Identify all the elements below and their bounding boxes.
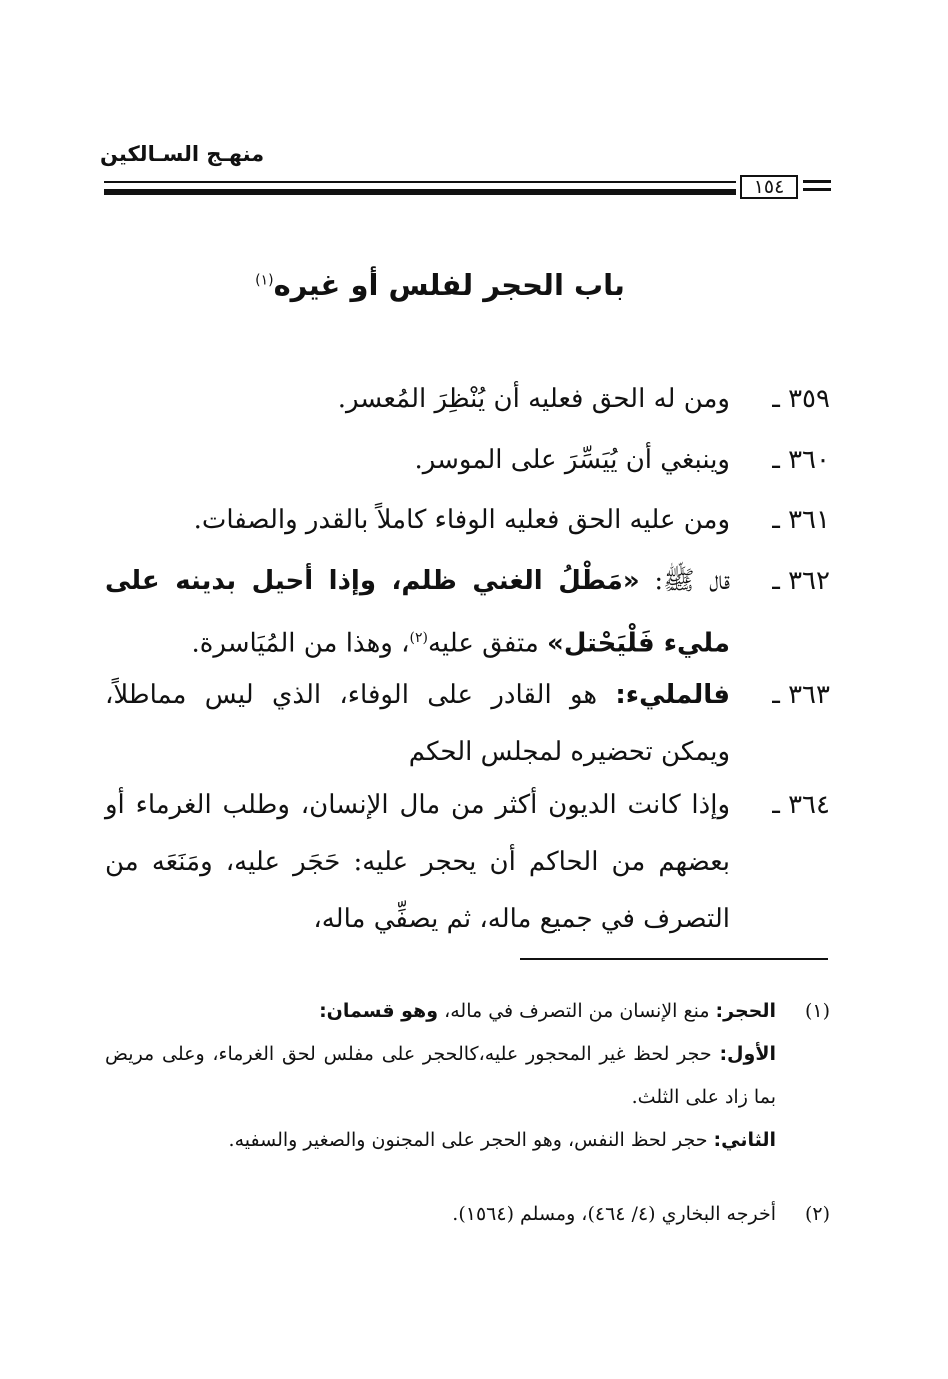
- footnote-ref: (٢): [409, 630, 428, 646]
- paragraph-number: ٣٦٠ ـ: [772, 445, 830, 475]
- paragraph-text: وإذا كانت الديون أكثر من مال الإنسان، وطلب الغرماء أو بعضهم من الحاكم أن يحجر عليه: حَجَر عليه، ومَنَعَه من التصرف في جميع ماله، ثم يصفِّي ماله،: [105, 790, 730, 934]
- header-rule-thick: [104, 189, 736, 195]
- paragraph-number: ٣٦٤ ـ: [772, 790, 830, 820]
- footnote-sub-text: حجر لحظ النفس، وهو الحجر على المجنون والصغير والسفيه.: [228, 1129, 714, 1151]
- footnote: [105, 1193, 830, 1236]
- footnote-separator: [520, 958, 828, 960]
- paragraph-text: وينبغي أن يُيَسِّرَ على الموسر.: [414, 445, 730, 475]
- footnote-bold-tail: وهو قسمان:: [319, 1000, 439, 1022]
- footnote-term: الحجر:: [715, 1000, 776, 1022]
- footnote-number: (٢): [804, 1203, 830, 1225]
- numbered-paragraph: [105, 553, 830, 673]
- footnote-line: [105, 1119, 776, 1162]
- footnote-line: [105, 990, 776, 1033]
- paragraph-text: ومن عليه الحق فعليه الوفاء كاملاً بالقدر والصفات.: [193, 505, 730, 535]
- paragraph-text: [105, 553, 730, 673]
- footnote-line: [105, 1033, 776, 1119]
- running-header-title: منهـج السـالكين: [100, 142, 265, 166]
- definition-text: هو القادر على الوفاء، الذي ليس مماطلاً، ويمكن تحضيره لمجلس الحكم: [105, 680, 730, 767]
- chapter-title: [200, 268, 680, 302]
- numbered-paragraph: [105, 432, 830, 489]
- numbered-paragraph: [105, 371, 830, 428]
- paragraph-number: ٣٥٩ ـ: [772, 384, 830, 414]
- footnote-text: أخرجه البخاري (٤/ ٤٦٤)، ومسلم (١٥٦٤).: [452, 1203, 776, 1225]
- header-rule-thin: [104, 181, 736, 183]
- footnote-text: [105, 990, 776, 1162]
- paragraph-text: ومن له الحق فعليه أن يُنْظِرَ المُعسر.: [337, 384, 730, 414]
- numbered-paragraph: [105, 667, 830, 781]
- footnote-sub-label: الثاني:: [713, 1129, 776, 1151]
- numbered-paragraph: [105, 492, 830, 549]
- paragraph-number: ٣٦١ ـ: [772, 505, 830, 535]
- paragraph-text-source: متفق عليه: [427, 628, 548, 659]
- paragraph-number: ٣٦٣ ـ: [772, 680, 830, 710]
- paragraph-number: ٣٦٢ ـ: [772, 566, 830, 596]
- footnote-definition: منع الإنسان من التصرف في ماله،: [438, 1000, 716, 1022]
- paragraph-text-tail: ، وهذا من المُيَاسرة.: [191, 628, 410, 659]
- page-number: ١٥٤: [740, 175, 798, 199]
- footnote: [105, 990, 830, 1162]
- paragraph-text-lead: قال ﷺ:: [639, 566, 730, 596]
- footnote-number: (١): [804, 1000, 830, 1022]
- footnote-sub-label: الأول:: [719, 1043, 776, 1065]
- paragraph-text: [105, 667, 730, 781]
- numbered-paragraph: [105, 777, 830, 948]
- page-number-ornament-line: [803, 180, 831, 183]
- defined-term: فالمليء:: [615, 680, 730, 710]
- footnote-sub-text: حجر لحظ غير المحجور عليه،كالحجر على مفلس لحق الغرماء، وعلى مريض بما زاد على الثلث.: [105, 1043, 776, 1108]
- hadith-quote: «مَطْلُ الغني ظلم، وإذا أحيل بدينه على مليء فَلْيَحْتل»: [105, 566, 730, 659]
- footnote-ref: (١): [255, 272, 274, 289]
- chapter-title-text: باب الحجر لفلس أو غيره: [273, 268, 625, 302]
- page-number-ornament-line: [803, 188, 831, 191]
